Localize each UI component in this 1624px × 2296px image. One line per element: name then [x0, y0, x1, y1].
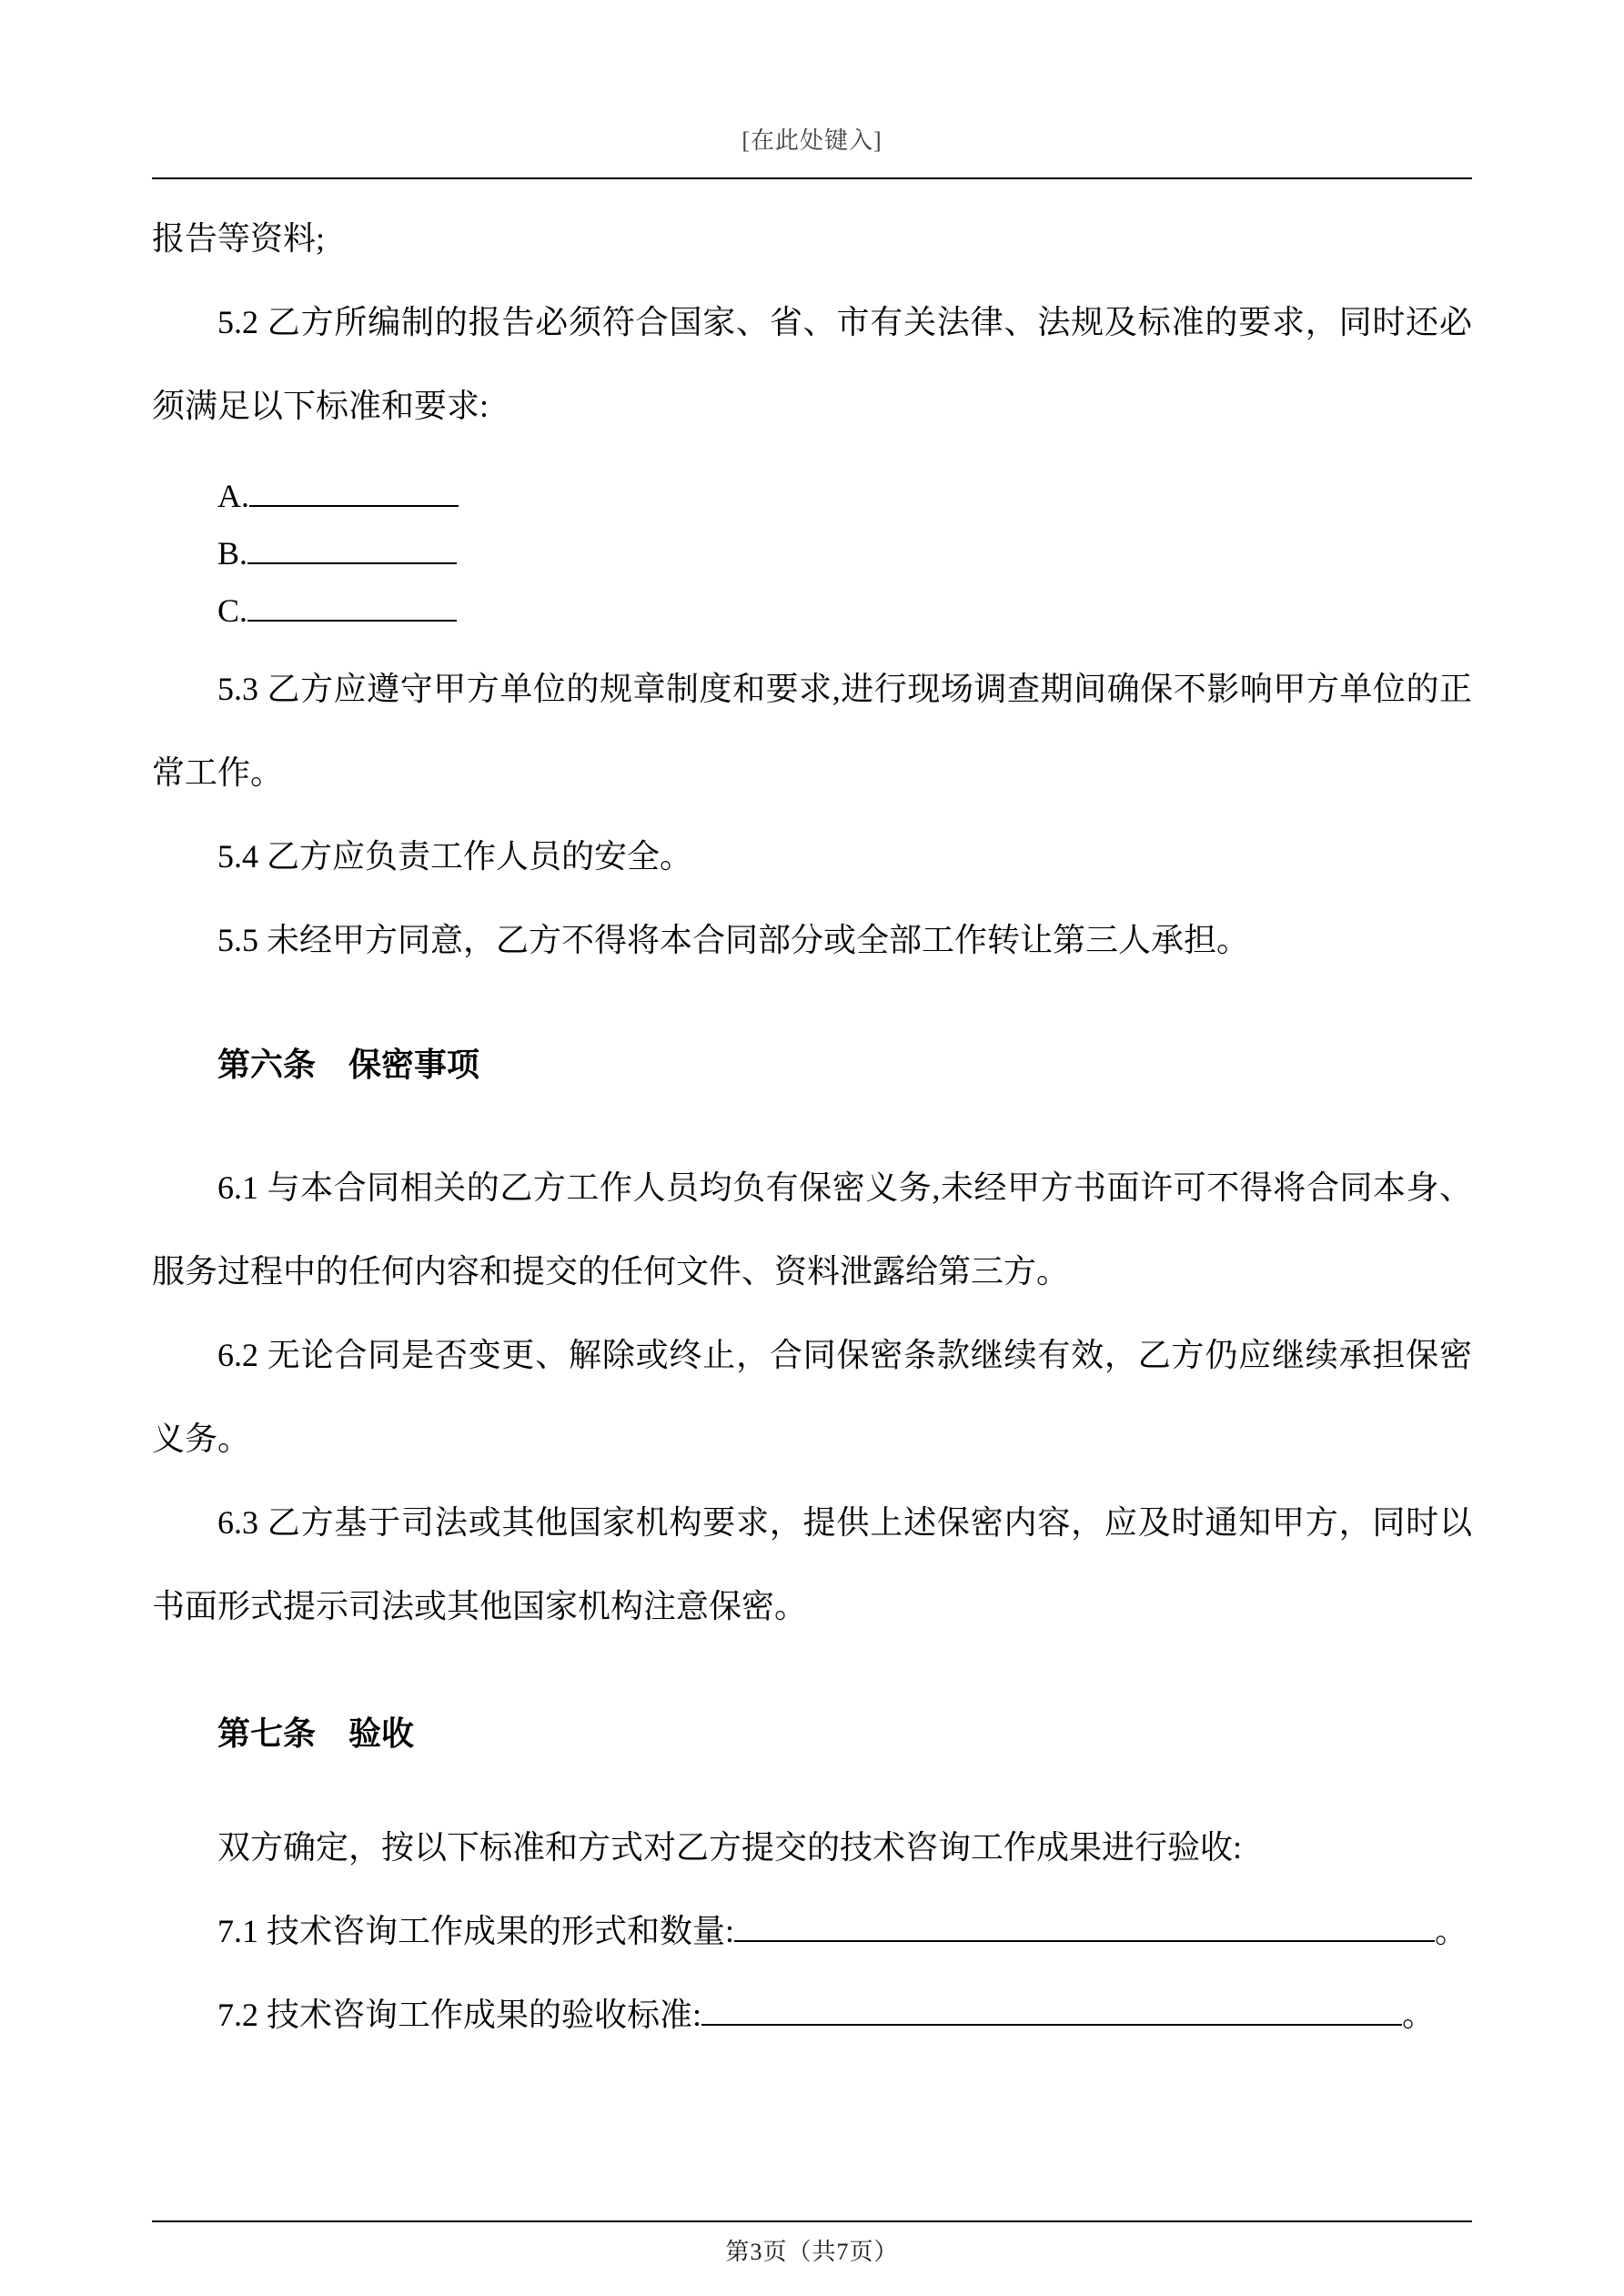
paragraph-carryover: 报告等资料;: [152, 220, 326, 257]
paragraph-7-2-suffix: 。: [1402, 1997, 1436, 2033]
fill-in-blank-a: [249, 474, 459, 507]
fill-in-blank-7-1: [734, 1909, 1435, 1942]
heading-article-7: 第七条 验收: [217, 1715, 415, 1752]
paragraph-6-2: 6.2 无论合同是否变更、解除或终止，合同保密条款继续有效，乙方仍应继续承担保密义务。: [152, 1337, 1472, 1457]
paragraph-5-2: 5.2 乙方所编制的报告必须符合国家、省、市有关法律、法规及标准的要求，同时还必须满足以下标准和要求:: [152, 304, 1472, 424]
blank-list: [152, 468, 1472, 640]
blank-line-c: [152, 582, 1472, 640]
blank-label-b: B.: [217, 535, 248, 571]
paragraph-7-2-label: 7.2 技术咨询工作成果的验收标准:: [217, 1997, 702, 2033]
paragraph-7-intro: 双方确定，按以下标准和方式对乙方提交的技术咨询工作成果进行验收:: [217, 1829, 1243, 1866]
blank-line-a: [152, 468, 1472, 525]
blank-line-b: [152, 525, 1472, 582]
paragraph-7-2: [152, 1973, 1472, 2057]
header-placeholder: [在此处键入]: [741, 127, 883, 154]
paragraph-6-1: 6.1 与本合同相关的乙方工作人员均负有保密义务,未经甲方书面许可不得将合同本身、服务过程中的任何内容和提交的任何文件、资料泄露给第三方。: [152, 1169, 1472, 1290]
page-footer: [152, 2220, 1472, 2267]
paragraph-6-3: 6.3 乙方基于司法或其他国家机构要求，提供上述保密内容，应及时通知甲方，同时以书面形式提示司法或其他国家机构注意保密。: [152, 1504, 1472, 1624]
fill-in-blank-c: [247, 589, 457, 622]
paragraph-5-3: 5.3 乙方应遵守甲方单位的规章制度和要求,进行现场调查期间确保不影响甲方单位的正常工作。: [152, 671, 1472, 791]
paragraph-5-4: 5.4 乙方应负责工作人员的安全。: [217, 838, 693, 875]
paragraph-7-1: [152, 1889, 1472, 1973]
paragraph-7-1-label: 7.1 技术咨询工作成果的形式和数量:: [217, 1913, 735, 1949]
fill-in-blank-b: [247, 531, 457, 564]
paragraph-5-5: 5.5 未经甲方同意，乙方不得将本合同部分或全部工作转让第三人承担。: [217, 922, 1250, 958]
paragraph-7-1-suffix: 。: [1435, 1913, 1468, 1949]
blank-label-a: A.: [217, 478, 249, 514]
blank-label-c: C.: [217, 592, 248, 629]
document-body: [152, 197, 1472, 2057]
heading-article-6: 第六条 保密事项: [217, 1047, 480, 1083]
fill-in-blank-7-2: [701, 1993, 1402, 2026]
page-header: [152, 0, 1472, 179]
page-number: 第3页（共7页）: [725, 2239, 899, 2265]
